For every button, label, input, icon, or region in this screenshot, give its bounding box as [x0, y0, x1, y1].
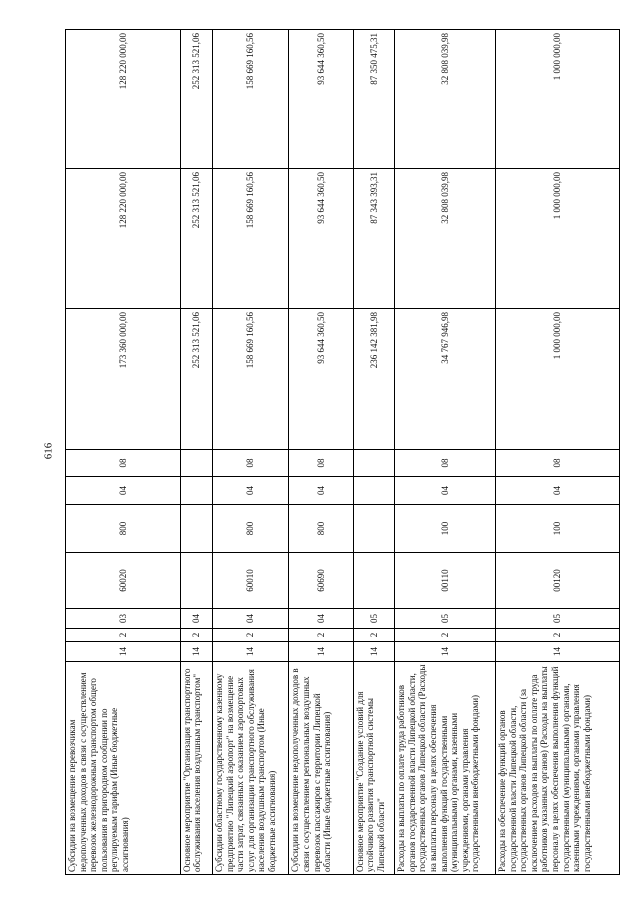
- row-description: Основное мероприятие "Организация транспортного обслуживания населения воздушным транспортом": [180, 662, 212, 875]
- amount-year-1: 158 669 160,56: [212, 309, 289, 450]
- table-row: [212, 30, 289, 875]
- code-program: 14: [212, 642, 289, 662]
- code-expense-type: [180, 505, 212, 553]
- amount-year-3: 252 313 521,06: [180, 30, 212, 169]
- amount-year-2: 93 644 360,50: [289, 169, 353, 309]
- code-expense-type: 800: [289, 505, 353, 553]
- budget-table-grid: [65, 30, 620, 875]
- code-program: 14: [353, 642, 394, 662]
- code-event: 05: [395, 609, 496, 629]
- amount-year-2: 32 808 039,98: [395, 169, 496, 309]
- code-subprogram: 2: [289, 629, 353, 642]
- row-description: Субсидии областному государственному казенному предприятию "Липецкий аэропорт" на возмещение части затрат, связанных с оказанием аэропортовых услуг для организации транспортного обслуживания населения воздушным транспортом (Иные бюджетные ассигнования): [212, 662, 289, 875]
- code-section: 04: [495, 477, 619, 505]
- code-section: [353, 477, 394, 505]
- code-event: 05: [353, 609, 394, 629]
- amount-year-1: 34 767 946,98: [395, 309, 496, 450]
- code-subprogram: 2: [66, 629, 181, 642]
- code-direction: 00110: [395, 553, 496, 609]
- code-event: 04: [180, 609, 212, 629]
- code-expense-type: 100: [495, 505, 619, 553]
- row-description: Расходы на выплаты по оплате труда работников органов государственной власти Липецкой области, государственных органов Липецкой области (Расходы на выплаты персоналу в целях обеспечения выполнения функций государственными (муниципальными) органами, казенными учреждениями, органами управления государственными внебюджетными фондами): [395, 662, 496, 875]
- code-expense-type: 100: [395, 505, 496, 553]
- code-subsection: 08: [395, 450, 496, 477]
- amount-year-3: 32 808 039,98: [395, 30, 496, 169]
- code-expense-type: 800: [212, 505, 289, 553]
- code-subsection: [353, 450, 394, 477]
- code-subsection: 08: [212, 450, 289, 477]
- code-program: 14: [495, 642, 619, 662]
- amount-year-2: 87 343 393,31: [353, 169, 394, 309]
- amount-year-3: 87 350 475,31: [353, 30, 394, 169]
- code-subprogram: 2: [212, 629, 289, 642]
- code-section: [180, 477, 212, 505]
- code-program: 14: [66, 642, 181, 662]
- code-subsection: 08: [66, 450, 181, 477]
- code-program: 14: [180, 642, 212, 662]
- amount-year-2: 158 669 160,56: [212, 169, 289, 309]
- code-direction: [180, 553, 212, 609]
- row-description: Субсидии на возмещение перевозчикам недополученных доходов в связи с осуществлением перевозок железнодорожным транспортом общего пользования в пригородном сообщении по регулируемым тарифам (Иные бюджетные ассигнования): [66, 662, 181, 875]
- code-direction: 60690: [289, 553, 353, 609]
- table-row: [395, 30, 496, 875]
- code-subsection: 08: [289, 450, 353, 477]
- code-subprogram: 2: [395, 629, 496, 642]
- amount-year-1: 252 313 521,06: [180, 309, 212, 450]
- code-direction: 60010: [212, 553, 289, 609]
- code-subprogram: 2: [180, 629, 212, 642]
- row-description: Основное мероприятие "Создание условий для устойчивого развития транспортной системы Липецкой области": [353, 662, 394, 875]
- code-subsection: [180, 450, 212, 477]
- table-row: [289, 30, 353, 875]
- row-description: Расходы на обеспечение функций органов государственной власти Липецкой области, государственных органов Липецкой области (за исключением расходов на выплаты по оплате труда работников указанных органов) (Расходы на выплаты персоналу в целях обеспечения выполнения функций государственными (муниципальными) органами, казенными учреждениями, органами управления государственными внебюджетными фондами): [495, 662, 619, 875]
- table-row: [180, 30, 212, 875]
- code-program: 14: [289, 642, 353, 662]
- amount-year-2: 128 220 000,00: [66, 169, 181, 309]
- code-event: 05: [495, 609, 619, 629]
- table-row: [353, 30, 394, 875]
- table-container: [65, 30, 620, 875]
- code-section: 04: [395, 477, 496, 505]
- table-row: [495, 30, 619, 875]
- code-subprogram: 2: [353, 629, 394, 642]
- code-section: 04: [289, 477, 353, 505]
- code-subsection: 08: [495, 450, 619, 477]
- code-expense-type: [353, 505, 394, 553]
- amount-year-1: 236 142 381,98: [353, 309, 394, 450]
- amount-year-1: 93 644 360,50: [289, 309, 353, 450]
- amount-year-3: 128 220 000,00: [66, 30, 181, 169]
- code-expense-type: 800: [66, 505, 181, 553]
- amount-year-2: 252 313 521,06: [180, 169, 212, 309]
- amount-year-1: 1 000 000,00: [495, 309, 619, 450]
- code-direction: [353, 553, 394, 609]
- page-number: 616: [42, 442, 55, 460]
- amount-year-1: 173 360 000,00: [66, 309, 181, 450]
- amount-year-3: 158 669 160,56: [212, 30, 289, 169]
- table-row: [66, 30, 181, 875]
- amount-year-3: 93 644 360,50: [289, 30, 353, 169]
- code-event: 04: [289, 609, 353, 629]
- code-direction: 60020: [66, 553, 181, 609]
- code-direction: 00120: [495, 553, 619, 609]
- amount-year-3: 1 000 000,00: [495, 30, 619, 169]
- code-subprogram: 2: [495, 629, 619, 642]
- code-program: 14: [395, 642, 496, 662]
- row-description: Субсидии на возмещение недополученных доходов в связи с осуществлением региональных воздушных перевозок пассажиров с территории Липецкой области (Иные бюджетные ассигнования): [289, 662, 353, 875]
- code-section: 04: [212, 477, 289, 505]
- code-event: 04: [212, 609, 289, 629]
- code-event: 03: [66, 609, 181, 629]
- budget-table: [65, 29, 620, 875]
- code-section: 04: [66, 477, 181, 505]
- amount-year-2: 1 000 000,00: [495, 169, 619, 309]
